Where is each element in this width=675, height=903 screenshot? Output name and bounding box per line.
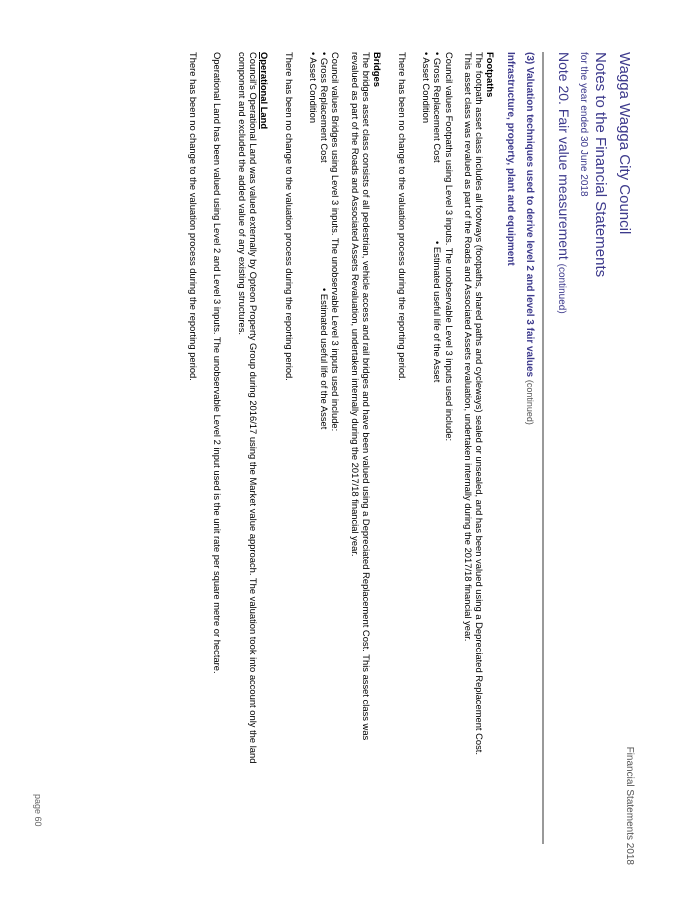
- note-title-text: Note 20. Fair value measurement: [556, 52, 572, 260]
- operational-land-inputs: Operational Land has been valued using Level 2 and Level 3 inputs. The unobservable Level 2 input used is the unit rate per square metre or hectare.: [212, 52, 224, 674]
- footpaths-inputs: Council values Footpaths using Level 3 inputs. The unobservable Level 3 inputs used include:: [443, 52, 455, 442]
- financial-statements-label: Financial Statements 2018: [624, 746, 635, 865]
- bridges-title: Bridges: [372, 52, 384, 87]
- note-continued: (continued): [556, 263, 567, 314]
- footpaths-no-change: There has been no change to the valuation process during the reporting period.: [396, 52, 408, 381]
- operational-land-title: Operational Land: [259, 52, 271, 130]
- bridges-text-1: The bridges asset class consists of all pedestrian, vehicle access and rail bridges and have been valued using a Depreciated Replacement Cost. This asset class was: [361, 52, 373, 741]
- footpaths-text-2: This asset class was revalued as part of the Roads and Associated Assets revaluation, undertaken internally during the 2017/18 financial year.: [462, 52, 474, 642]
- operational-land-no-change: There has been no change to the valuation process during the reporting period.: [188, 52, 200, 381]
- bridges-inputs: Council values Bridges using Level 3 inputs. The unobservable Level 3 inputs used include:: [330, 52, 342, 432]
- council-name: Wagga Wagga City Council: [616, 52, 633, 235]
- page-number: page 60: [33, 794, 43, 827]
- section-heading-continued: (continued): [525, 379, 535, 425]
- section-heading-text: (3) Valuation techniques used to derive level 2 and level 3 fair values: [524, 52, 535, 378]
- operational-land-text-1: Council's Operational Land was valued externally by Opteon Property Group during 2016/17 using the Market value approach. The valuation took into account only the land: [247, 52, 259, 764]
- footpaths-text-1: The footpath asset class includes all footways (footpaths, shared paths and cycleways) sealed or unsealed, and has been valued using a Depreciated Replacement Cost.: [474, 52, 486, 756]
- footpaths-bullets-row: [432, 52, 443, 842]
- footpaths-bullet-condition: • Asset Condition: [420, 52, 432, 124]
- bridges-bullet-useful-life: • Estimated useful life of the Asset: [319, 288, 331, 430]
- header-rule: [542, 52, 544, 844]
- section-heading: [524, 52, 535, 842]
- bridges-bullet-gross: • Gross Replacement Cost: [319, 52, 331, 163]
- footpaths-title: Footpaths: [485, 52, 497, 98]
- bridges-no-change: There has been no change to the valuation process during the reporting period.: [283, 52, 295, 381]
- footpaths-bullet-gross: • Gross Replacement Cost: [432, 52, 444, 163]
- bridges-text-2: revalued as part of the Roads and Associated Assets Revaluation, undertaken internally during the 2017/18 financial year.: [349, 52, 361, 557]
- subheading: Infrastructure, property, plant and equipment: [504, 52, 516, 266]
- notes-title: Notes to the Financial Statements: [592, 52, 609, 278]
- note-title: [556, 52, 572, 314]
- bridges-bullet-condition: • Asset Condition: [307, 52, 319, 124]
- year-subtitle: for the year ended 30 June 2018: [578, 52, 589, 197]
- operational-land-text-2: component and excluded the added value of any existing structures.: [236, 52, 248, 335]
- bridges-bullets-row: [319, 52, 330, 842]
- footpaths-bullet-useful-life: • Estimated useful life of the Asset: [432, 241, 444, 383]
- section-body: [188, 52, 535, 842]
